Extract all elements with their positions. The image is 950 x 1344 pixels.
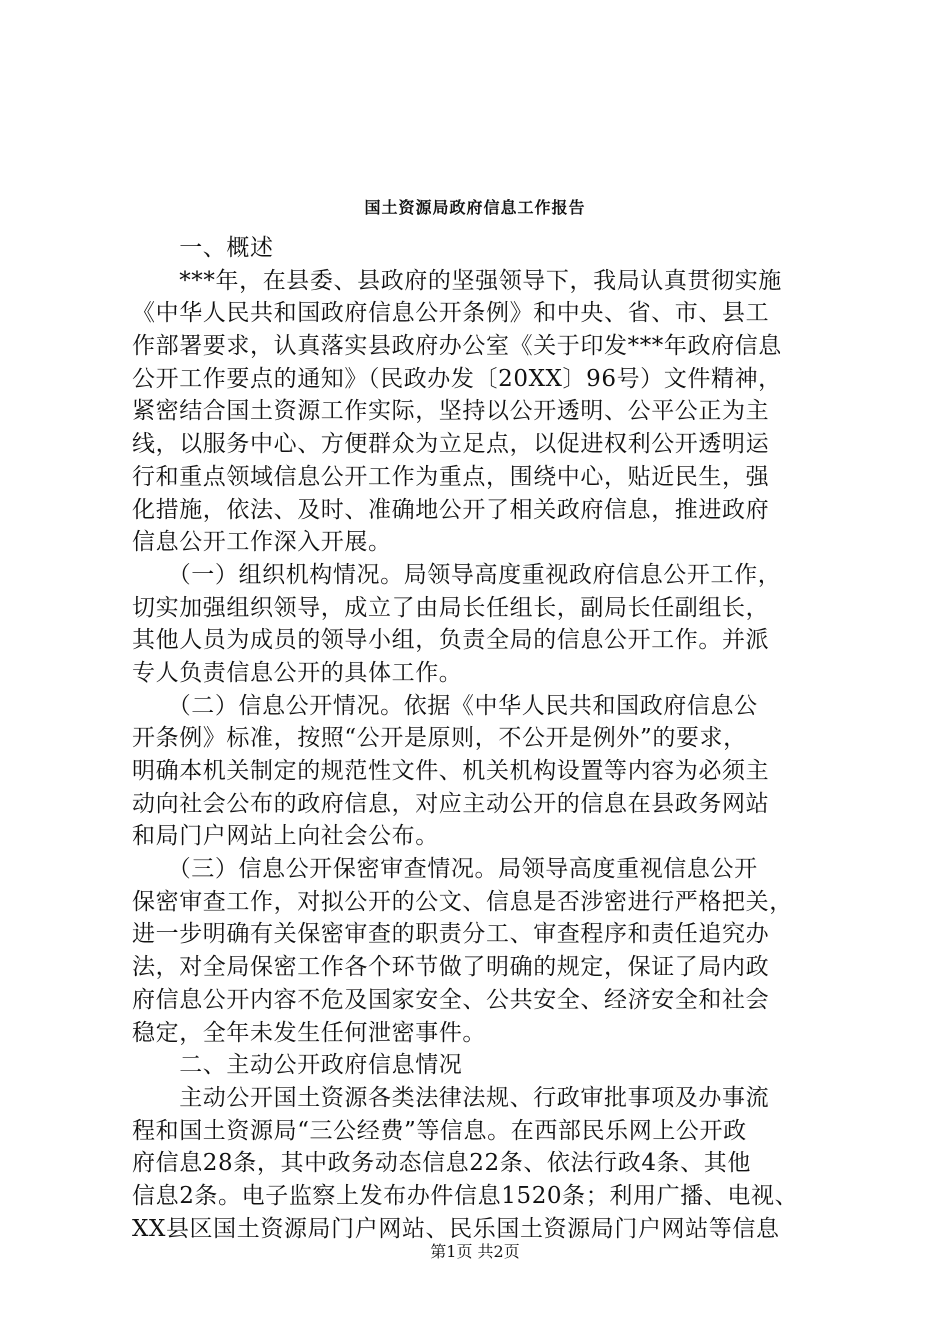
body-line: ***年，在县委、县政府的坚强领导下，我局认真贯彻实施	[132, 267, 782, 294]
body-line: 公开工作要点的通知》（民政办发〔20XX〕96号）文件精神，	[132, 365, 782, 392]
body-line: 动向社会公布的政府信息，对应主动公开的信息在县政务网站	[132, 790, 770, 817]
body-line: 开条例》标准，按照“公开是原则，不公开是例外”的要求，	[132, 725, 747, 752]
body-line: 线，以服务中心、方便群众为立足点，以促进权利公开透明运	[132, 431, 770, 458]
body-line: 其他人员为成员的领导小组，负责全局的信息公开工作。并派	[132, 627, 770, 654]
page-indicator: 第1页 共2页	[430, 1242, 520, 1261]
body-line: 一、概述	[132, 235, 274, 261]
body-line: 作部署要求，认真落实县政府办公室《关于印发***年政府信息	[132, 333, 782, 360]
body-line: 紧密结合国土资源工作实际，坚持以公开透明、公平公正为主	[132, 398, 770, 425]
body-line: 府信息28条，其中政务动态信息22条、依法行政4条、其他	[132, 1150, 751, 1177]
body-line: XX县区国土资源局门户网站、民乐国土资源局门户网站等信息	[132, 1215, 780, 1242]
body-line: 法，对全局保密工作各个环节做了明确的规定，保证了局内政	[132, 954, 770, 981]
body-line: 府信息公开内容不危及国家安全、公共安全、经济安全和社会	[132, 986, 770, 1013]
body-line: 二、主动公开政府信息情况	[132, 1052, 463, 1079]
body-line: 切实加强组织领导，成立了由局长任组长，副局长任副组长，	[132, 594, 770, 621]
body-line: 主动公开国土资源各类法律法规、行政审批事项及办事流	[132, 1084, 770, 1111]
body-line: 和局门户网站上向社会公布。	[132, 823, 439, 850]
body-line: 专人负责信息公开的具体工作。	[132, 659, 463, 686]
body-line: 行和重点领域信息公开工作为重点，围绕中心，贴近民生，强	[132, 463, 770, 490]
document-body	[132, 232, 842, 1245]
body-line: 信息公开工作深入开展。	[132, 529, 392, 556]
body-line: 信息2条。电子监察上发布办件信息1520条；利用广播、电视、	[132, 1182, 799, 1209]
body-line: 稳定，全年未发生任何泄密事件。	[132, 1019, 486, 1046]
body-line: （一）组织机构情况。局领导高度重视政府信息公开工作，	[132, 561, 782, 588]
body-line: （二）信息公开情况。依据《中华人民共和国政府信息公	[132, 692, 758, 719]
document-title: 国土资源局政府信息工作报告	[364, 198, 586, 217]
body-line: 程和国土资源局“三公经费”等信息。在西部民乐网上公开政	[132, 1117, 747, 1144]
body-line: 保密审查工作，对拟公开的公文、信息是否涉密进行严格把关，	[132, 888, 793, 915]
body-line: （三）信息公开保密审查情况。局领导高度重视信息公开	[132, 856, 758, 883]
body-line: 明确本机关制定的规范性文件、机关机构设置等内容为必须主	[132, 758, 770, 784]
body-line: 化措施，依法、及时、准确地公开了相关政府信息，推进政府	[132, 496, 770, 523]
body-line: 进一步明确有关保密审查的职责分工、审查程序和责任追究办	[132, 921, 770, 948]
body-line: 《中华人民共和国政府信息公开条例》和中央、省、市、县工	[132, 300, 770, 327]
